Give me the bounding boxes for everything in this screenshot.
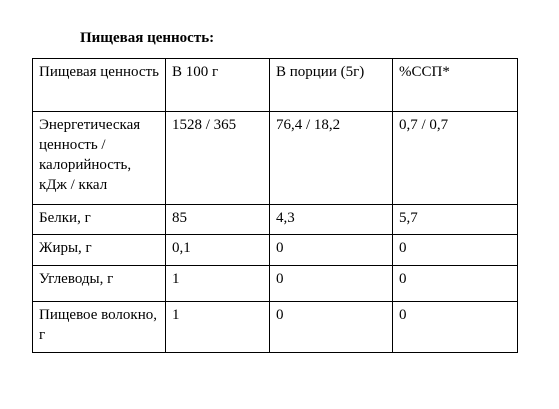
table-row-fiber xyxy=(33,302,518,353)
cell-per-100g: 85 xyxy=(166,205,270,235)
cell-per-serving: 76,4 / 18,2 xyxy=(270,112,393,205)
table-row-carbs xyxy=(33,266,518,302)
header-cell-daily-value: %ССП* xyxy=(393,59,518,112)
table-row-protein xyxy=(33,205,518,235)
cell-per-serving: 0 xyxy=(270,235,393,266)
cell-nutrient: Энергетическая ценность / калорийность, кДж / ккал xyxy=(33,112,166,205)
cell-daily-value: 0 xyxy=(393,302,518,353)
cell-nutrient: Белки, г xyxy=(33,205,166,235)
cell-nutrient: Жиры, г xyxy=(33,235,166,266)
table-row-energy xyxy=(33,112,518,205)
cell-daily-value: 5,7 xyxy=(393,205,518,235)
cell-daily-value: 0 xyxy=(393,266,518,302)
cell-daily-value: 0,7 / 0,7 xyxy=(393,112,518,205)
table-row-fat xyxy=(33,235,518,266)
cell-nutrient: Пищевое волокно, г xyxy=(33,302,166,353)
header-cell-per-100g: В 100 г xyxy=(166,59,270,112)
cell-per-serving: 4,3 xyxy=(270,205,393,235)
cell-nutrient: Углеводы, г xyxy=(33,266,166,302)
cell-per-serving: 0 xyxy=(270,302,393,353)
cell-per-serving: 0 xyxy=(270,266,393,302)
cell-per-100g: 0,1 xyxy=(166,235,270,266)
cell-daily-value: 0 xyxy=(393,235,518,266)
cell-per-100g: 1528 / 365 xyxy=(166,112,270,205)
table-header-row xyxy=(33,59,518,112)
cell-per-100g: 1 xyxy=(166,302,270,353)
nutrition-table xyxy=(32,58,518,353)
cell-per-100g: 1 xyxy=(166,266,270,302)
header-cell-per-serving: В порции (5г) xyxy=(270,59,393,112)
document-title: Пищевая ценность: xyxy=(80,30,215,46)
header-cell-nutrient: Пищевая ценность xyxy=(33,59,166,112)
